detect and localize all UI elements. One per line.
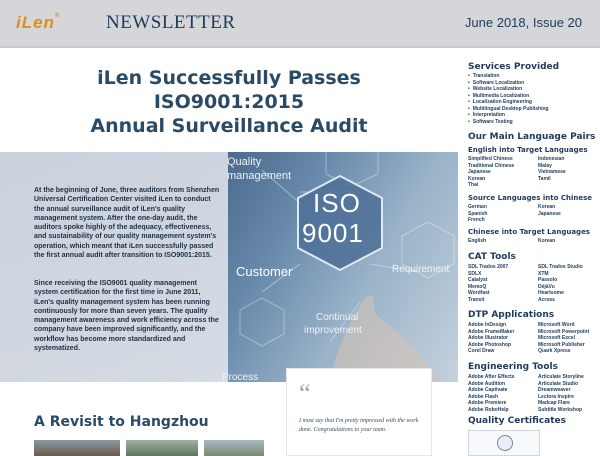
language-item: Thai — [468, 182, 479, 189]
quality-certificates-title: Quality Certificates — [468, 416, 566, 426]
hero-word-management: management — [227, 170, 292, 182]
tool-item: Adobe RoboHelp — [468, 406, 509, 413]
language-item: Traditional Chinese — [468, 162, 515, 169]
service-item: • Localization Engineering — [468, 99, 549, 106]
headline-line-1: iLen Successfully Passes — [97, 67, 361, 89]
hero-word-process: Process — [222, 372, 259, 382]
language-item: Spanish — [468, 210, 488, 217]
language-item: Vietnamese — [538, 169, 566, 176]
tool-item: Adobe Premiere — [468, 400, 507, 407]
language-item: Korean — [468, 175, 486, 182]
headline-line-2: ISO9001:2015 — [153, 91, 305, 113]
testimonial-quote-box — [286, 368, 432, 456]
services-list — [468, 73, 549, 125]
service-item: • Translation — [468, 73, 549, 80]
article-paragraph-1: At the beginning of June, three auditors from Shenzhen Universal Certification Center visited iLen to conduct the annual surveillance audit of iLen's quality management system. After the one-day audit, the auditors spoke highly of the adequacy, effectiveness, and sustainability of our quality management system's operation, which meant that iLen successfully passed the first annual audit after transition to ISO9001:2015. — [34, 187, 220, 260]
language-item: Indonesian — [538, 156, 565, 162]
engineering-tools-list — [468, 374, 594, 414]
language-pairs-title: Our Main Language Pairs — [468, 132, 596, 142]
tool-item: Passolo — [538, 277, 558, 284]
chinese-into-target-list — [468, 238, 594, 245]
issue-date: June 2018, Issue 20 — [464, 15, 582, 30]
tool-item: Wordfast — [468, 290, 490, 297]
tool-item: Adobe Illustrator — [468, 335, 509, 342]
chinese-into-target-title: Chinese into Target Languages — [468, 228, 590, 236]
service-item: • Multimedia Localization — [468, 93, 549, 100]
tool-item: DéjàVu — [538, 283, 555, 290]
services-title: Services Provided — [468, 62, 560, 72]
language-item: French — [468, 217, 485, 224]
language-item — [538, 217, 594, 224]
dtp-list — [468, 322, 594, 355]
tool-item: Catalyst — [468, 277, 488, 284]
hangzhou-photo-2 — [126, 440, 198, 456]
tool-item: Adobe InDesign — [468, 322, 507, 328]
tool-item: Adobe After Effects — [468, 374, 515, 380]
tool-item: SDL Trados 2007 — [468, 264, 509, 270]
language-item: Korean — [538, 238, 556, 244]
hangzhou-photo-1 — [34, 440, 120, 456]
tool-item: Lectora Inspire — [538, 393, 574, 400]
tool-item: Across — [538, 296, 555, 303]
hero-word-improvement: improvement — [304, 325, 362, 336]
article-headline — [0, 66, 458, 138]
english-into-target-title: English into Target Languages — [468, 146, 588, 154]
certificate-seal-icon — [497, 435, 513, 451]
cat-tools-list — [468, 264, 594, 304]
tool-item: Subtitle Workshop — [538, 406, 583, 413]
tool-item: Quark Xpress — [538, 348, 571, 355]
hero-word-customer: Customer — [236, 264, 293, 279]
tool-item: Adobe Flash — [468, 393, 499, 400]
language-item: German — [468, 204, 487, 210]
hero-word-iso: ISO — [313, 188, 361, 218]
tool-item: Articulate Storyline — [538, 374, 584, 380]
tool-item: MemoQ — [468, 283, 487, 290]
tool-item: Microsoft Word — [538, 322, 575, 328]
tool-item: Microsoft Publisher — [538, 341, 585, 348]
language-item: Tamil — [538, 175, 551, 182]
testimonial-text: I must say that I'm pretty impressed with the work done. Congratulations to your team. — [299, 418, 419, 433]
hero-word-requirement: Requirement — [392, 264, 450, 275]
tool-item: Transit — [468, 296, 485, 303]
hero-word-9001: 9001 — [302, 218, 364, 248]
service-item: • Multilingual Desktop Publishing — [468, 106, 549, 113]
registered-mark: ® — [54, 13, 61, 19]
revisit-section-title: A Revisit to Hangzhou — [34, 414, 209, 430]
headline-line-3: Annual Surveillance Audit — [90, 115, 368, 137]
tool-item: Adobe Captivate — [468, 387, 508, 394]
newsletter-title: NEWSLETTER — [106, 12, 236, 33]
language-item: Korean — [538, 204, 556, 210]
language-item: Malay — [538, 162, 552, 169]
tool-item: Adobe Photoshop — [468, 341, 512, 348]
quality-certificate-image — [468, 430, 540, 456]
tool-item: Microsoft Powerpoint — [538, 328, 590, 335]
tool-item: SDL Trados Studio — [538, 264, 583, 270]
newsletter-header — [0, 0, 600, 46]
tool-item: Microsoft Excel — [538, 335, 575, 342]
article-paragraph-2: Since receiving the ISO9001 quality management system certification for the first time in June 2011, iLen's quality management system has been running continuously for more than seven years. The quality management awareness and work efficiency across the company have been improved significantly, and the workflow has become more standardized and systematized. — [34, 280, 219, 353]
service-item: • Website Localization — [468, 86, 549, 93]
tool-item: XTM — [538, 270, 549, 277]
tool-item: Adobe FrameMaker — [468, 328, 515, 335]
newsletter-sidebar — [458, 48, 600, 456]
engineering-tools-title: Engineering Tools — [468, 362, 558, 372]
english-into-target-list — [468, 156, 594, 189]
hero-word-continual: Continual — [316, 312, 359, 323]
dtp-title: DTP Applications — [468, 310, 555, 320]
tool-item: Heartsome — [538, 290, 564, 297]
language-item: English — [468, 238, 487, 244]
tool-item: Corel Draw — [468, 348, 495, 355]
service-item: • Interpretation — [468, 112, 549, 119]
language-item: Japanese — [468, 169, 491, 176]
source-into-chinese-title: Source Languages into Chinese — [468, 194, 593, 202]
hero-word-quality: Quality — [227, 156, 262, 168]
logo-text: iLen — [16, 13, 55, 32]
tool-item: Dreamweaver — [538, 387, 571, 394]
ilen-logo — [16, 13, 60, 33]
service-item: • Software Localization — [468, 80, 549, 87]
service-item: • Software Testing — [468, 119, 549, 126]
cat-tools-title: CAT Tools — [468, 252, 516, 262]
language-item: Japanese — [538, 210, 561, 217]
tool-item: SDLX — [468, 270, 482, 277]
hangzhou-photo-3 — [204, 440, 264, 456]
quote-mark-icon: “ — [299, 379, 311, 408]
language-item — [538, 182, 594, 189]
tool-item: Articulate Studio — [538, 380, 579, 387]
source-into-chinese-list — [468, 204, 594, 224]
tool-item: Madcap Flare — [538, 400, 570, 407]
language-item: Simplified Chinese — [468, 156, 513, 162]
tool-item: Adobe Audition — [468, 380, 506, 387]
